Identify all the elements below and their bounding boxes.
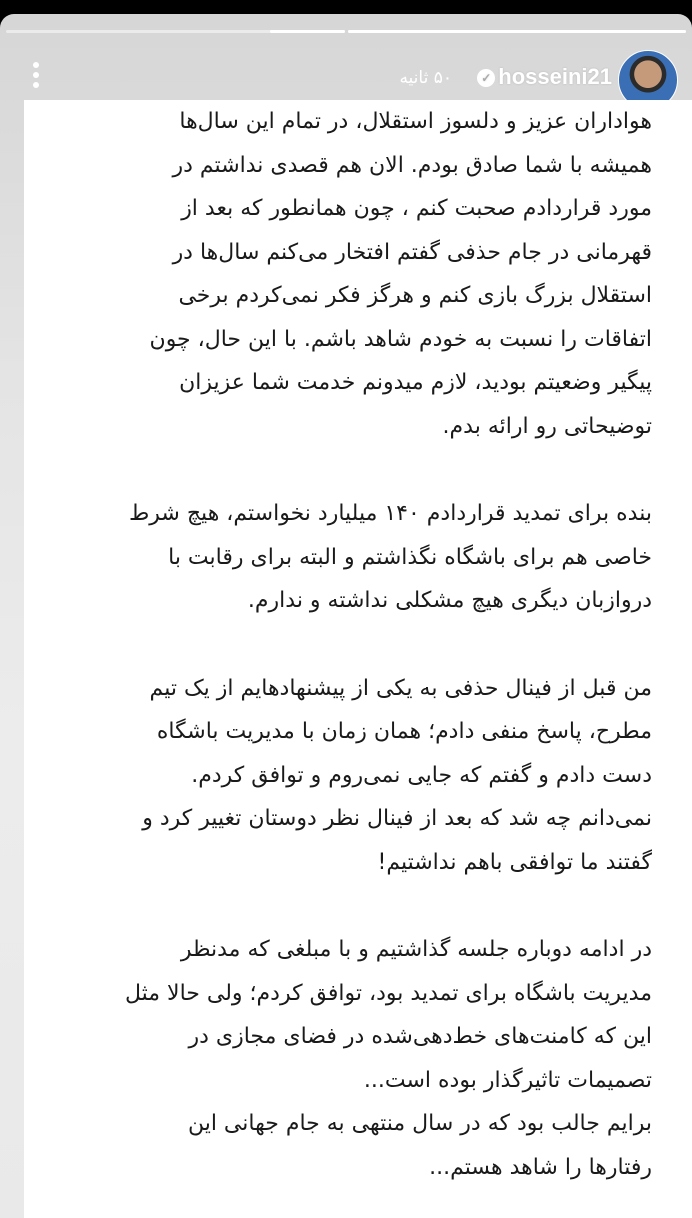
text-line: رفتارها را شاهد هستم... — [429, 1154, 652, 1180]
text-line: دست دادم و گفتم که جایی نمی‌روم و توافق کردم. — [191, 762, 652, 788]
text-line: من قبل از فینال حذفی به یکی از پیشنهادهایم از یک تیم — [149, 675, 652, 701]
text-line: توضیحاتی رو ارائه بدم. — [442, 413, 652, 439]
text-line: دروازبان دیگری هیچ مشکلی نداشته و ندارم. — [247, 588, 652, 613]
story-image — [24, 100, 692, 1218]
statement-text — [44, 100, 652, 1189]
text-line: بنده برای تمدید قراردادم ۱۴۰ میلیارد نخواستم، هیچ شرط — [128, 501, 652, 526]
text-line: استقلال بزرگ بازی کنم و هرگز فکر نمی‌کردم برخی — [178, 283, 652, 308]
text-line: مدیریت باشگاه برای تمدید بود، توافق کردم؛ ولی حالا مثل — [124, 980, 652, 1006]
text-line: قهرمانی در جام حذفی گفتم افتخار می‌کنم سال‌ها در — [172, 239, 652, 265]
text-line: پیگیر وضعیتم بودید، لازم میدونم خدمت شما عزیزان — [179, 370, 652, 395]
verified-badge-icon: ✓ — [477, 69, 495, 87]
text-line: همیشه با شما صادق بودم. الان هم قصدی نداشتم در — [172, 152, 652, 178]
story-progress-bars — [6, 30, 686, 33]
text-line: تصمیمات تاثیرگذار بوده است... — [363, 1067, 652, 1093]
text-line: این که کامنت‌های خط‌دهی‌شده در فضای مجازی در — [188, 1024, 652, 1049]
text-line: هواداران عزیز و دلسوز استقلال، در تمام این سال‌ها — [179, 109, 652, 134]
post-time: ۵۰ ثانیه — [399, 68, 452, 88]
text-line: مورد قراردادم صحبت کنم ، چون همانطور که بعد از — [181, 196, 652, 221]
username: hosseini21 — [498, 64, 612, 89]
paragraph — [44, 928, 652, 1189]
text-line: گفتند ما توافقی باهم نداشتیم! — [377, 849, 652, 875]
text-line: مطرح، پاسخ منفی دادم؛ همان زمان با مدیریت باشگاه — [156, 719, 652, 744]
text-line: خاصی هم برای باشگاه نگذاشتم و البته برای رقابت با — [168, 544, 652, 570]
text-line: نمی‌دانم چه شد که بعد از فینال نظر دوستان تغییر کرد و — [142, 806, 652, 831]
paragraph — [44, 100, 652, 448]
paragraph-gap — [44, 448, 652, 492]
more-vertical-icon[interactable] — [32, 62, 40, 92]
progress-bar-previous — [348, 30, 687, 33]
paragraph-gap — [44, 623, 652, 667]
progress-fill — [348, 30, 687, 33]
text-line: برایم جالب بود که در سال منتهی به جام جهانی این — [187, 1111, 652, 1136]
progress-fill — [270, 30, 344, 33]
text-line: در ادامه دوباره جلسه گذاشتیم و با مبلغی که مدنظر — [180, 937, 652, 962]
paragraph — [44, 492, 652, 623]
username-link[interactable] — [477, 64, 612, 90]
story-viewer[interactable] — [0, 14, 692, 1218]
text-line: اتفاقات را نسبت به خودم شاهد باشم. با این حال، چون — [149, 326, 652, 352]
paragraph — [44, 667, 652, 885]
progress-bar-current — [6, 30, 345, 33]
paragraph-gap — [44, 884, 652, 928]
